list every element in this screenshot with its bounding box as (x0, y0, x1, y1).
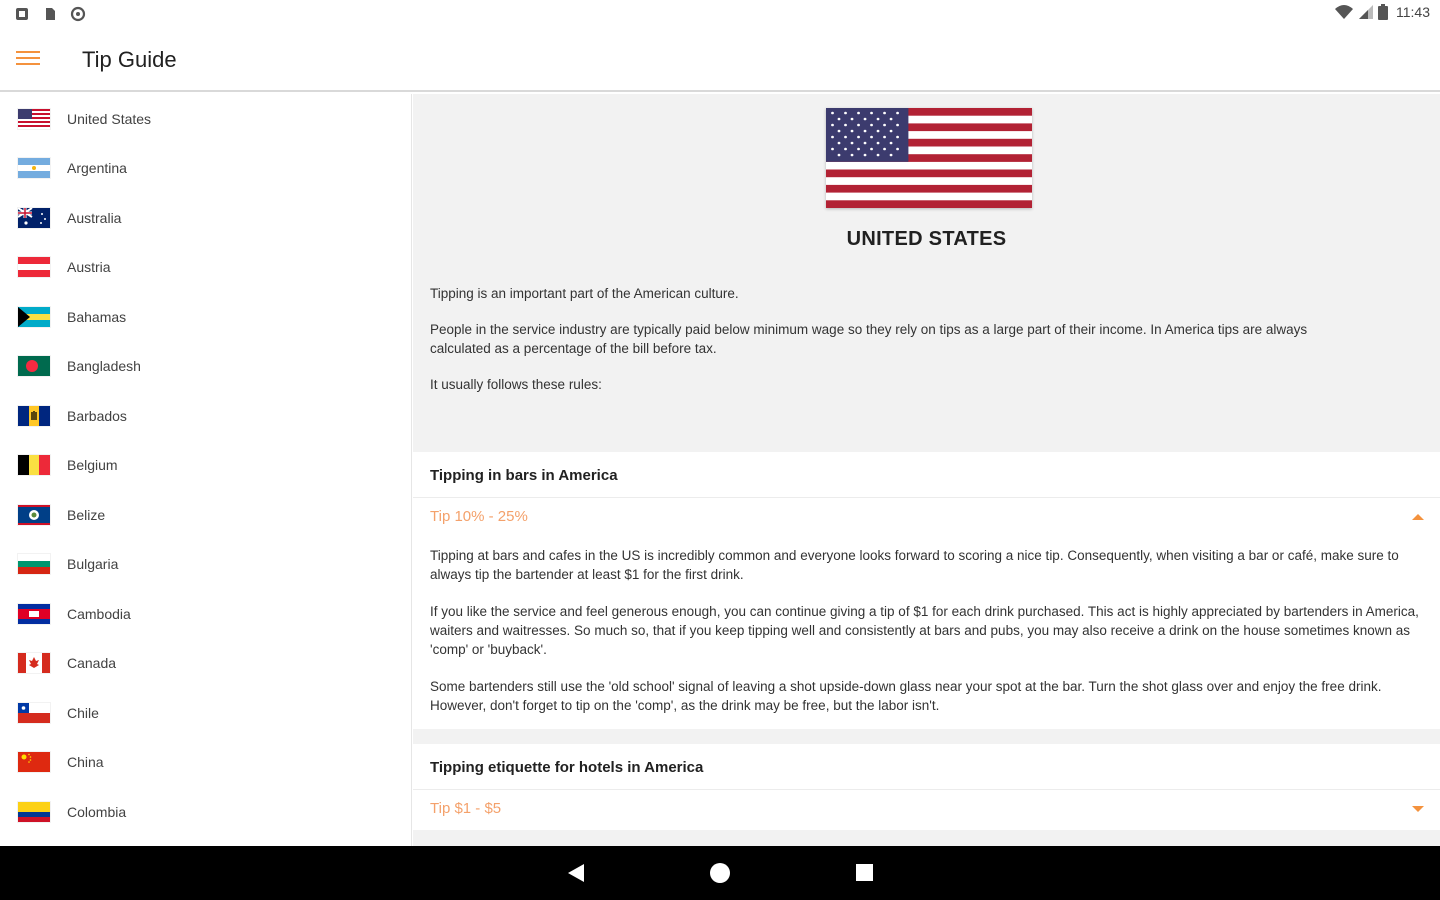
intro-paragraph: Tipping is an important part of the American culture. (430, 286, 739, 301)
tip-range: Tip $1 - $5 (430, 800, 502, 817)
country-item-cambodia[interactable] (0, 589, 411, 639)
clock: 11:43 (1396, 4, 1430, 20)
belize-flag-icon (18, 505, 50, 525)
chevron-down-icon[interactable] (1412, 806, 1424, 812)
country-item-austria[interactable] (0, 243, 411, 293)
app-bar (0, 28, 1440, 92)
recent-apps-icon[interactable] (856, 864, 873, 881)
country-name: Bahamas (67, 308, 127, 325)
colombia-flag-icon (18, 802, 50, 822)
sync-icon (70, 6, 86, 22)
country-item-belgium[interactable] (0, 441, 411, 491)
country-heading: UNITED STATES (846, 228, 1007, 250)
country-name: Cambodia (67, 605, 131, 622)
app-title: Tip Guide (82, 47, 177, 72)
country-item-bulgaria[interactable] (0, 540, 411, 590)
country-name: Australia (67, 209, 122, 226)
back-icon[interactable] (568, 864, 584, 882)
belgium-flag-icon (18, 455, 50, 475)
body-paragraph: If you like the service and feel generous enough, you can continue giving a tip of $1 for each drink purchased. This act is highly appreciated by bartenders in America, waiters and waitresses. So much so, that if you keep tipping well and consistently at bars and pubs, you may also receive a drink on the house sometimes known as 'comp' or 'buyback'. (430, 604, 1419, 657)
country-item-colombia[interactable] (0, 787, 411, 837)
country-item-united-states[interactable] (0, 94, 411, 144)
tip-range: Tip 10% - 25% (430, 508, 528, 525)
tip-range-toggle[interactable] (413, 498, 1440, 538)
body-paragraph: Tipping at bars and cafes in the US is incredibly common and everyone looks forward to scoring a nice tip. Consequently, when visiting a bar or café, make sure to always tip the bartender at least $1 for the first drink. (430, 548, 1399, 582)
country-name: Colombia (67, 803, 127, 820)
canada-flag-icon (18, 653, 50, 673)
section-card-hotels (413, 744, 1440, 830)
section-title: Tipping in bars in America (413, 452, 1440, 498)
intro-paragraph: It usually follows these rules: (430, 377, 602, 392)
country-detail-panel[interactable] (413, 94, 1440, 846)
us-flag-icon (18, 109, 50, 129)
wifi-icon (1334, 4, 1354, 20)
country-item-china[interactable] (0, 738, 411, 788)
cell-signal-icon (1358, 4, 1374, 20)
system-nav-bar (0, 846, 1440, 900)
section-body (413, 538, 1440, 729)
cambodia-flag-icon (18, 604, 50, 624)
bulgaria-flag-icon (18, 554, 50, 574)
bangladesh-flag-icon (18, 356, 50, 376)
sd-card-icon (42, 6, 58, 22)
us-flag-icon (826, 108, 1032, 208)
country-item-chile[interactable] (0, 688, 411, 738)
tip-range-toggle[interactable] (413, 790, 1440, 830)
country-item-bangladesh[interactable] (0, 342, 411, 392)
country-name: Austria (67, 259, 111, 276)
country-list[interactable] (0, 94, 412, 846)
country-item-barbados[interactable] (0, 391, 411, 441)
country-name: United States (67, 110, 152, 127)
notification-icon (14, 6, 30, 22)
barbados-flag-icon (18, 406, 50, 426)
argentina-flag-icon (18, 158, 50, 178)
country-name: Bulgaria (67, 556, 119, 573)
body-paragraph: Some bartenders still use the 'old school' signal of leaving a shot upside-down glass near your spot at the bar. Turn the shot glass over and enjoy the free drink. However, don't forget to tip on the 'comp', as the drink may be free, but the labor isn't. (430, 679, 1382, 713)
hamburger-menu-icon[interactable] (14, 46, 44, 74)
country-name: Belize (67, 506, 106, 523)
country-item-australia[interactable] (0, 193, 411, 243)
austria-flag-icon (18, 257, 50, 277)
country-item-bahamas[interactable] (0, 292, 411, 342)
country-name: Canada (67, 655, 117, 672)
australia-flag-icon (18, 208, 50, 228)
home-icon[interactable] (710, 863, 730, 883)
china-flag-icon (18, 752, 50, 772)
chile-flag-icon (18, 703, 50, 723)
country-item-belize[interactable] (0, 490, 411, 540)
bahamas-flag-icon (18, 307, 50, 327)
section-card-bars (413, 452, 1440, 729)
country-item-canada[interactable] (0, 639, 411, 689)
intro-paragraph: People in the service industry are typically paid below minimum wage so they rely on tips as a large part of their income. In America tips are always calculated as a percentage of the bill before tax. (430, 322, 1308, 356)
country-name: Barbados (67, 407, 127, 424)
country-item-argentina[interactable] (0, 144, 411, 194)
country-name: Chile (67, 704, 99, 721)
battery-icon (1378, 4, 1388, 20)
country-name: China (67, 754, 104, 771)
chevron-up-icon[interactable] (1412, 514, 1424, 520)
intro-text (430, 284, 1370, 411)
country-name: Belgium (67, 457, 118, 474)
country-name: Argentina (67, 160, 127, 177)
country-name: Bangladesh (67, 358, 141, 375)
section-title: Tipping etiquette for hotels in America (413, 744, 1440, 790)
status-bar (0, 0, 1440, 28)
